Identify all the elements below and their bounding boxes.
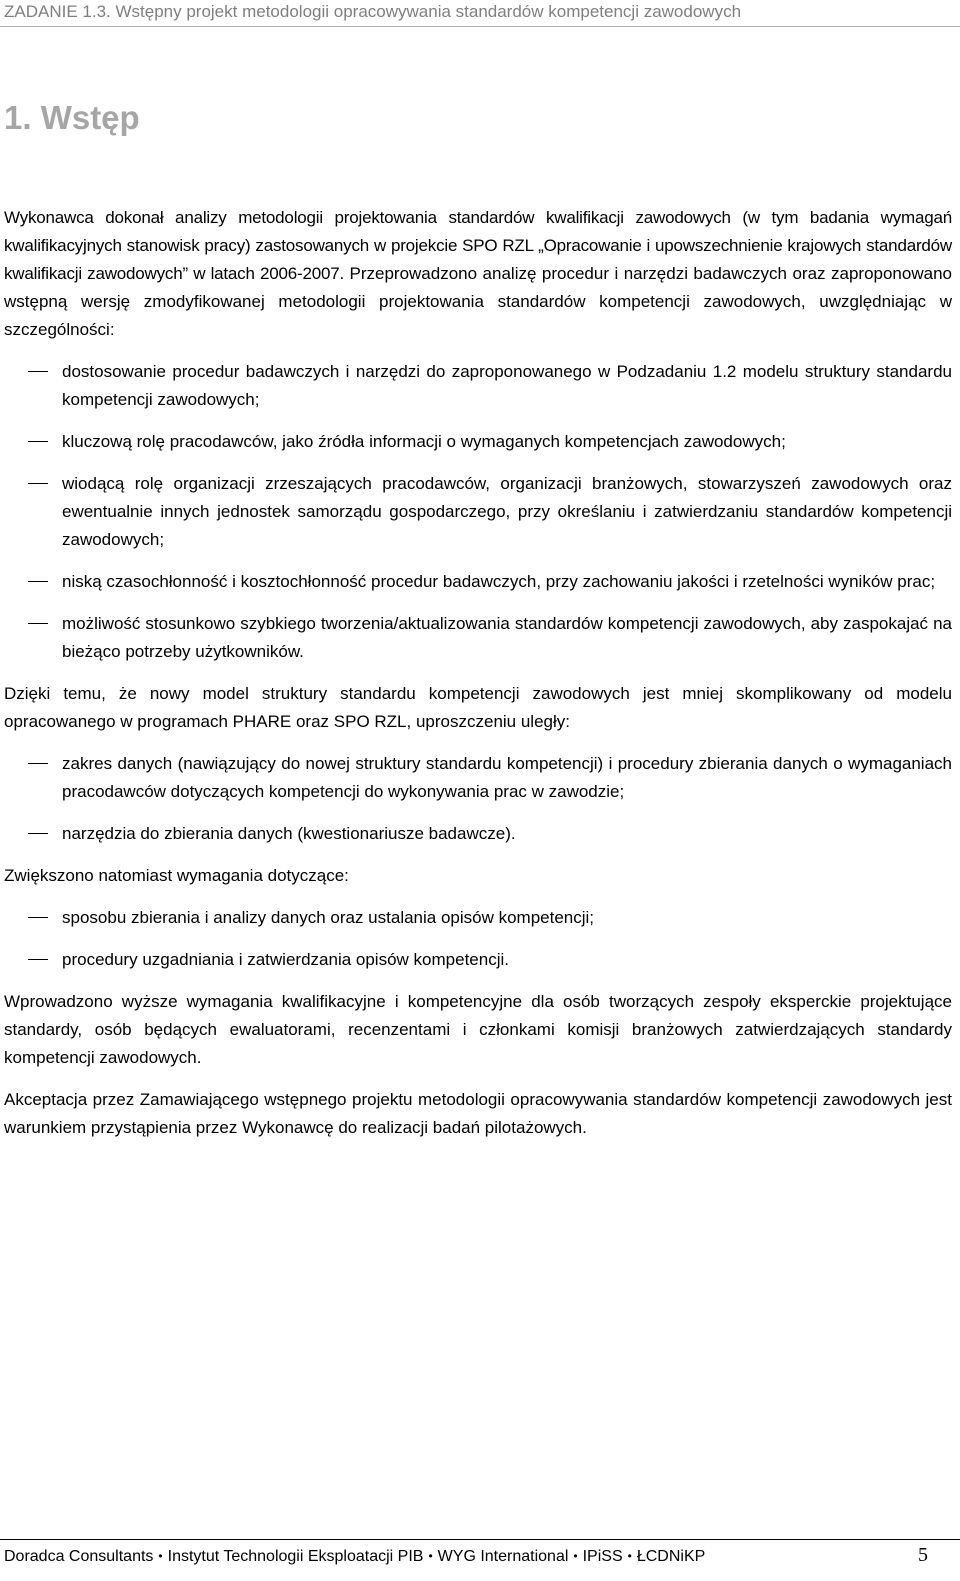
list-item-text: dostosowanie procedur badawczych i narzędzi do zaproponowanego w Podzadaniu 1.2 modelu struktury standardu kompetencji zawodowych; [62,362,952,409]
list-item [4,568,952,596]
list-item [4,428,952,456]
footer-partners [4,1544,904,1569]
list-item-text: procedury uzgadniania i zatwierdzania opisów kompetencji. [62,950,509,969]
list-item [4,820,952,848]
page-number: 5 [918,1544,928,1566]
intro-part-2: Przeprowadzono analizę procedur i narzędzi badawczych oraz zaproponowano wstępną wersję zmodyfikowanej metodologii projektowania standardów kompetencji zawodowych, uwzględniając w szczególności: [4,264,952,339]
simplified-items-list [4,750,952,848]
document-body [4,204,952,1156]
simplification-paragraph: Dzięki temu, że nowy model struktury standardu kompetencji zawodowych jest mniej skomplikowany od modelu opracowanego w programach PHARE oraz SPO RZL, uproszczeniu uległy: [4,684,952,731]
footer-partner: WYG International [437,1548,569,1565]
footer-partner: IPiSS [582,1548,623,1565]
dash-bullet-icon [28,917,48,918]
footer-partner: Doradca Consultants [4,1548,154,1565]
list-item-text: wiodącą rolę organizacji zrzeszających pracodawców, organizacji branżowych, stowarzyszeń zawodowych oraz ewentualnie innych jednostek samorządu gospodarczego, przy określaniu i zatwierdzaniu standardów kompetencji zawodowych; [62,474,952,549]
list-item [4,946,952,974]
dash-bullet-icon [28,441,48,442]
header-title: ZADANIE 1.3. Wstępny projekt metodologii opracowywania standardów kompetencji zawodowych [4,2,742,21]
footer-partner: Instytut Technologii Eksploatacji PIB [167,1548,424,1565]
dash-bullet-icon [28,833,48,834]
intro-part-1: Wykonawca dokonał analizy metodologii projektowania standardów kwalifikacji zawodowych (w tym badania wymagań kwalifikacyjnych stanowisk pracy) zastosowanych w projekcie SPO RZL „Opracowanie i upowszechnienie krajowych standardów kwalifikacji zawodowych” w latach 2006-2007. [4,208,952,283]
considerations-list [4,358,952,666]
list-item-text: zakres danych (nawiązujący do nowej struktury standardu kompetencji) i procedury zbierania danych o wymaganiach pracodawców dotyczących kompetencji do wykonywania prac w zawodzie; [62,754,952,801]
list-item-text: możliwość stosunkowo szybkiego tworzenia/aktualizowania standardów kompetencji zawodowych, aby zaspokajać na bieżąco potrzeby użytkowników. [62,614,952,661]
section-heading: 1. Wstęp [4,99,140,136]
list-item-text: narzędzia do zbierania danych (kwestionariusze badawcze). [62,824,516,843]
list-item [4,470,952,554]
requirements-paragraph: Zwiększono natomiast wymagania dotyczące: [4,866,349,885]
list-item-text: sposobu zbierania i analizy danych oraz ustalania opisów kompetencji; [62,908,595,927]
list-item-text: niską czasochłonność i kosztochłonność procedur badawczych, przy zachowaniu jakości i rzetelności wyników prac; [62,572,936,591]
acceptance-paragraph: Akceptacja przez Zamawiającego wstępnego projektu metodologii opracowywania standardów kompetencji zawodowych jest warunkiem przystąpienia przez Wykonawcę do realizacji badań pilotażowych. [4,1090,952,1137]
list-item [4,610,952,666]
dash-bullet-icon [28,483,48,484]
list-item-text: kluczową rolę pracodawców, jako źródła informacji o wymaganych kompetencjach zawodowych; [62,432,786,451]
dash-bullet-icon [28,623,48,624]
bullet-separator-icon: • [428,1549,433,1563]
list-item [4,904,952,932]
qualification-paragraph: Wprowadzono wyższe wymagania kwalifikacyjne i kompetencyjne dla osób tworzących zespoły eksperckie projektujące standardy, osób będących ewaluatorami, recenzentami i członkami komisji branżowych zatwierdzających standardy kompetencji zawodowych. [4,992,952,1067]
footer-partner: ŁCDNiKP [636,1548,706,1565]
dash-bullet-icon [28,763,48,764]
header-divider [0,26,960,27]
requirements-list [4,904,952,974]
list-item [4,750,952,806]
dash-bullet-icon [28,581,48,582]
bullet-separator-icon: • [573,1549,578,1563]
dash-bullet-icon [28,959,48,960]
dash-bullet-icon [28,371,48,372]
footer-divider [0,1539,960,1540]
intro-paragraph [4,204,952,344]
bullet-separator-icon: • [627,1549,632,1563]
list-item [4,358,952,414]
bullet-separator-icon: • [158,1549,163,1563]
